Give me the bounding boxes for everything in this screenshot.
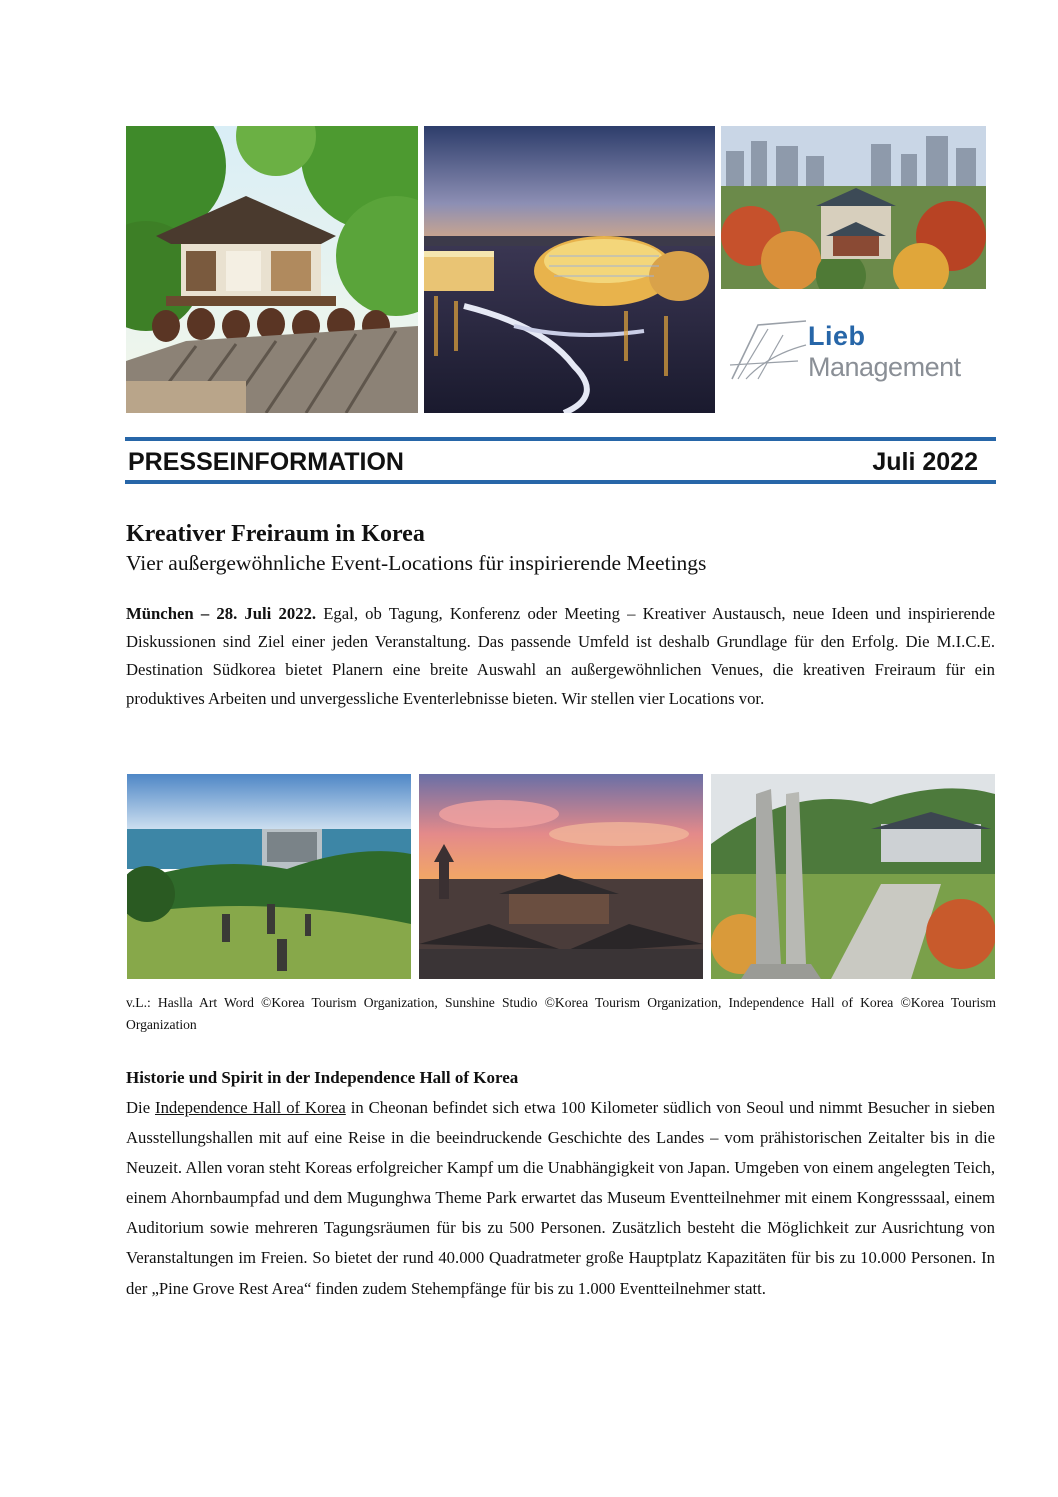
header-rule-top <box>125 437 996 441</box>
photo-independence-hall <box>711 774 995 979</box>
lieb-management-logo <box>728 315 986 385</box>
section-heading: Historie und Spirit in der Independence Hall of Korea <box>126 1068 519 1087</box>
article-subtitle: Vier außergewöhnliche Event-Locations für inspirierende Meetings <box>126 551 707 575</box>
header-rule-bottom <box>125 480 996 484</box>
section-paragraph <box>126 1093 995 1304</box>
article-title: Kreativer Freiraum in Korea <box>126 521 425 547</box>
logo-text-lieb: Lieb <box>808 321 866 351</box>
photo-traditional-house <box>126 126 418 413</box>
press-date: Juli 2022 <box>872 448 978 476</box>
intro-text: Egal, ob Tagung, Konferenz oder Meeting – Kreativer Austausch, neue Ideen und inspirierende Diskussionen sind Ziel einer jeden Veranstaltung. Das passende Umfeld ist deshalb Grundlage für den Erfolg. Die M.I.C.E. Destination Südkorea bietet Planern eine breite Auswahl an außergewöhnlichen Venues, die kreativen Freiraum für ein produktives Arbeiten und unvergessliche Eventerlebnisse bieten. Wir stellen vier Locations vor. <box>126 604 995 708</box>
photo-caption: v.L.: Haslla Art Word ©Korea Tourism Organization, Sunshine Studio ©Korea Tourism Organization, Independence Hall of Korea ©Korea Tourism Organization <box>126 995 996 1032</box>
section-lead: Die <box>126 1098 156 1117</box>
photo-sunshine-studio <box>419 774 703 979</box>
section-body: in Cheonan befindet sich etwa 100 Kilometer südlich von Seoul und nimmt Besucher in sieben Ausstellungshallen mit auf eine Reise in die beeindruckende Geschichte des Landes – vom prähistorischen Zeitalter bis in die Neuzeit. Allen voran steht Koreas erfolgreicher Kampf um die Unabhängigkeit von Japan. Umgeben von einem angelegten Teich, einem Ahornbaumpfad und dem Mugunghwa Theme Park erwartet das Museum Eventteilnehmer mit einem Kongresssaal, einem Auditorium sowie mehreren Tagungsräumen für bis zu 500 Personen. Zusätzlich besteht die Möglichkeit zur Ausrichtung von Veranstaltungen im Freien. So bietet der rund 40.000 Quadratmeter große Hauptplatz Kapazitäten für bis zu 10.000 Personen. In der „Pine Grove Rest Area“ finden zudem Stehempfänge für bis zu 1.000 Eventteilnehmer statt. <box>126 1098 995 1298</box>
logo-text-management: Management <box>808 352 961 382</box>
press-label: PRESSEINFORMATION <box>128 448 404 476</box>
logo-mark-icon <box>728 315 808 385</box>
photo-palace-city <box>721 126 986 289</box>
independence-hall-link[interactable]: Independence Hall of Korea <box>155 1098 346 1117</box>
photo-night-islands <box>424 126 715 413</box>
intro-paragraph <box>126 600 995 713</box>
dateline: München – 28. Juli 2022. <box>126 604 317 623</box>
photo-haslla-art-world <box>127 774 411 979</box>
